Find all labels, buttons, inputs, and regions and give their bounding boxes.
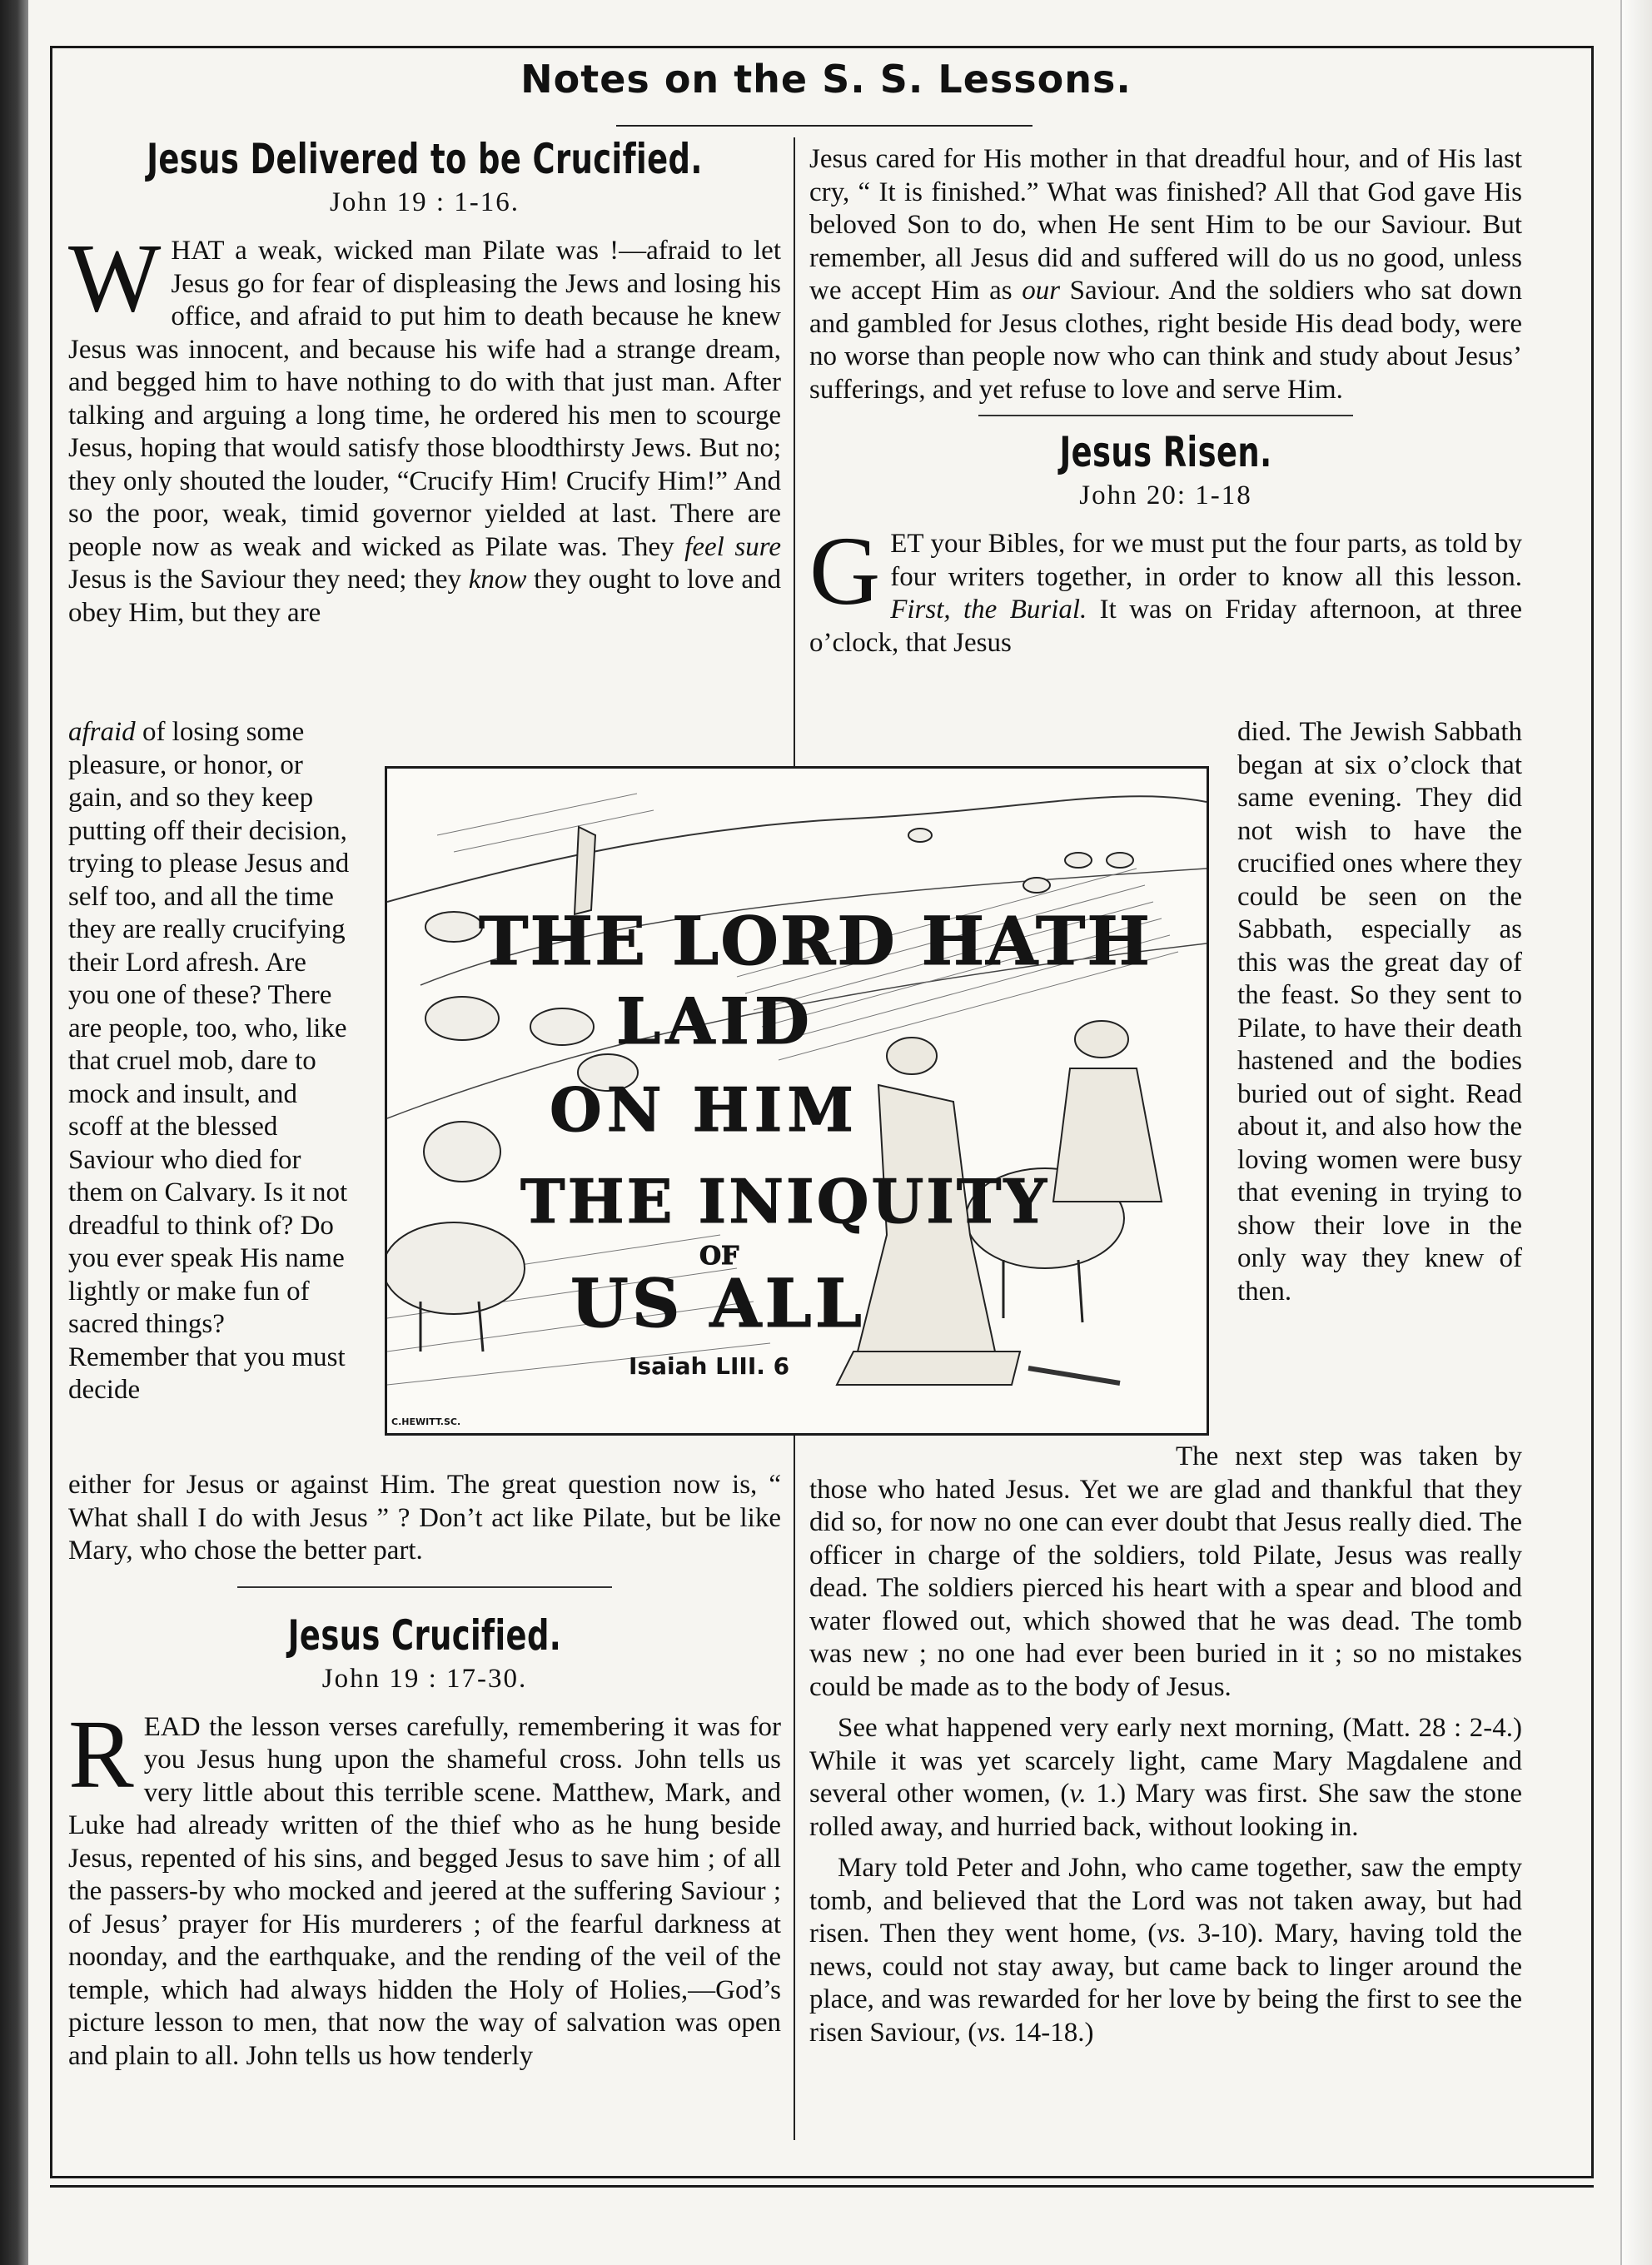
scripture-citation: Isaiah LIII. 6 [629, 1352, 790, 1380]
page-header-title: Notes on the S. S. Lessons. [520, 57, 1132, 102]
bottom-rule [50, 2185, 1594, 2188]
lesson3-p3-c: 14-18.) [1006, 2017, 1094, 2048]
right-text-b: Saviour. And the soldiers who sat down and gambled for Jesus clothes, right beside His dead body, were no worse than people now who can think and study about Jesus’ sufferings, and yet refuse to love and serve Him. [809, 276, 1522, 405]
right-column [809, 143, 1522, 660]
lesson2-title: Jesus Crucified. [287, 1610, 562, 1660]
lesson3-reference: John 20: 1-18 [1079, 480, 1252, 510]
lesson3-em-burial: First, the Burial. [890, 595, 1087, 625]
lettering-line3: ON HIM [550, 1074, 859, 1145]
lesson1-em-know: know [468, 565, 527, 595]
lettering-line2: LAID [616, 984, 814, 1058]
lettering-line1: THE LORD HATH [479, 902, 1152, 980]
lettering-line5: OF [699, 1242, 739, 1271]
lettering [391, 902, 1152, 1427]
lesson3-p3-em2: vs. [977, 2017, 1007, 2048]
lesson3-paragraph-2 [809, 1712, 1522, 1844]
lesson3-narrow-text: died. The Jewish Sabbath began at six o’clock that same evening. They did not wish to have the crucified ones where they could be seen on the Sabbath, especially as this was the great day of the feast. So they sent to Pilate, to have their death hastened and the bodies buried out of sight. Read about it, and also how the loving women were busy that evening in trying to show their love in the only way they knew of then. [1237, 717, 1522, 1307]
lesson3-text-b: It was on Friday afternoon, at three o’clock, that Jesus [809, 595, 1522, 658]
section-rule [978, 415, 1353, 416]
lesson1-em-afraid: afraid [68, 717, 136, 747]
page-edge [1620, 0, 1652, 2265]
lettering-line4: THE INIQUITY [520, 1166, 1049, 1237]
lesson3-p3-a: Mary told Peter and John, who came together, saw the empty tomb, and believed that the Lord was not taken away, but had risen. Then they went home, ( [809, 1853, 1522, 1949]
lesson2-dropcap: R [68, 1699, 134, 1809]
lesson1-text-b: Jesus is the Saviour they need; they [68, 565, 469, 595]
lesson3-paragraph [809, 516, 1522, 660]
engraving-illustration [385, 766, 1209, 1436]
left-column [68, 133, 781, 630]
standing-figure [1053, 1021, 1162, 1202]
lesson1-reference: John 19 : 1-16. [330, 187, 520, 217]
lesson1-title: Jesus Delivered to be Crucified. [147, 135, 703, 183]
lesson2-paragraph [68, 1699, 781, 2073]
lesson2-text: EAD the lesson verses carefully, remembering it was for you Jesus hung upon the shameful cross. John tells us very little about this terrible scene. Matthew, Mark, and Luke had already written of the thief who as he hung beside Jesus, repented of his sins, and begged Jesus to save him ; of all the passers-by who mocked and jeered at the suffering Saviour ; of Jesus’ prayer for His murderers ; of the fearful darkness at noonday, and the earthquake, and the rending of the veil of the temple, which had always hidden the Holy of Holies,—God’s picture lesson to men, that now the way of salvation was open and plain to all. John tells us how tenderly [68, 1711, 781, 2071]
lesson1-text-a: HAT a weak, wicked man Pilate was !—afraid to let Jesus go for fear of displeasing the Jews and losing his office, and afraid to put him to death because he knew Jesus was innocent, and because his wife had a strange dream, and begged him to have nothing to do with that just man. After talking and arguing a long time, he ordered his men to scourge Jesus, hoping that would satisfy those bloodthirsty Jews. But no; they only shouted the louder, “Crucify Him! Crucify Him!” And so the poor, weak, timid governor yielded at last. There are people now as weak and wicked as Pilate was. They [68, 236, 781, 562]
staff-on-ground [1028, 1368, 1120, 1383]
lesson3-p3-em1: vs. [1157, 1919, 1187, 1949]
left-column-lower [68, 1469, 781, 2073]
lesson3-p2-em: v. [1069, 1779, 1087, 1809]
lesson3-text-a: ET your Bibles, for we must put the four parts, as told by four writers together, in order to know all this lesson. [890, 529, 1522, 592]
right-em-our: our [1022, 276, 1061, 306]
lesson3-title: Jesus Risen. [1059, 428, 1272, 476]
lesson3-p2-a: See what happened very early next morning, (Matt. 28 : 2-4.) While it was yet scarcely light, came Mary Magdalene and several other women, ( [809, 1713, 1522, 1809]
engraver-signature: C.HEWITT.SC. [391, 1416, 461, 1427]
engraving-art [387, 769, 1207, 1433]
binding-edge [0, 0, 28, 2265]
lesson1-closing: either for Jesus or against Him. The great question now is, “ What shall I do with Jesus ” ? Don’t act like Pilate, but be like Mary, who chose the better part. [68, 1470, 781, 1566]
lesson3-next-step: The next step was taken by those who hated Jesus. Yet we are glad and thankful that they did so, for now no one can ever doubt that Jesus really died. The officer in charge of the soldiers, told Pilate, Jesus was really dead. The soldiers pierced his heart with a spear and blood and water flowed out, which showed that he was dead. The tomb was new ; no one had ever been buried in it ; so no mistakes could be made as to the body of Jesus. [809, 1441, 1522, 1702]
right-text-a: Jesus cared for His mother in that dreadful hour, and of His last cry, “ It is finished.” What was finished? All that God gave His beloved Son to do, when He sent Him to be our Saviour. But remember, all Jesus did and suffered will do us no good, unless we accept Him as [809, 144, 1522, 306]
section-rule [237, 1586, 612, 1588]
right-column-lower [809, 1441, 1522, 2049]
lesson1-text-c: they ought to love and obey Him, but they are [68, 565, 781, 628]
lesson3-p2-b: 1.) Mary was first. She saw the stone rolled away, and hurried back, without looking in. [809, 1779, 1522, 1842]
lesson1-em-feel-sure: feel sure [684, 531, 781, 562]
lesson1-narrow-text [68, 716, 351, 1407]
lesson3-paragraph-3 [809, 1852, 1522, 2049]
lesson3-dropcap: G [809, 516, 881, 625]
sky [387, 769, 1207, 894]
lesson2-reference: John 19 : 17-30. [321, 1663, 528, 1694]
lesson3-p3-b: 3-10). Mary, having told the news, could not stay away, but came back to linger around the place, and was rewarded for her love by being the first to see the risen Saviour, ( [809, 1919, 1522, 2048]
lesson1-dropcap: W [68, 223, 162, 332]
lesson2-continued [809, 143, 1522, 406]
lesson1-narrow: of losing some pleasure, or honor, or gain, and so they keep putting off their decision, trying to please Jesus and self too, and all the time they are really crucifying their Lord afresh. Are you one of these? There are people, too, who, like that cruel mob, dare to mock and insult, and scoff at the blessed Saviour who died for them on Calvary. Is it not dreadful to think of? Do you ever speak His name lightly or make fun of sacred things? Remember that you must decide [68, 717, 350, 1405]
lettering-line6: US ALL [570, 1264, 865, 1342]
header-rule [616, 125, 1032, 127]
lesson1-paragraph [68, 223, 781, 630]
column-divider-lower [794, 1474, 795, 2140]
